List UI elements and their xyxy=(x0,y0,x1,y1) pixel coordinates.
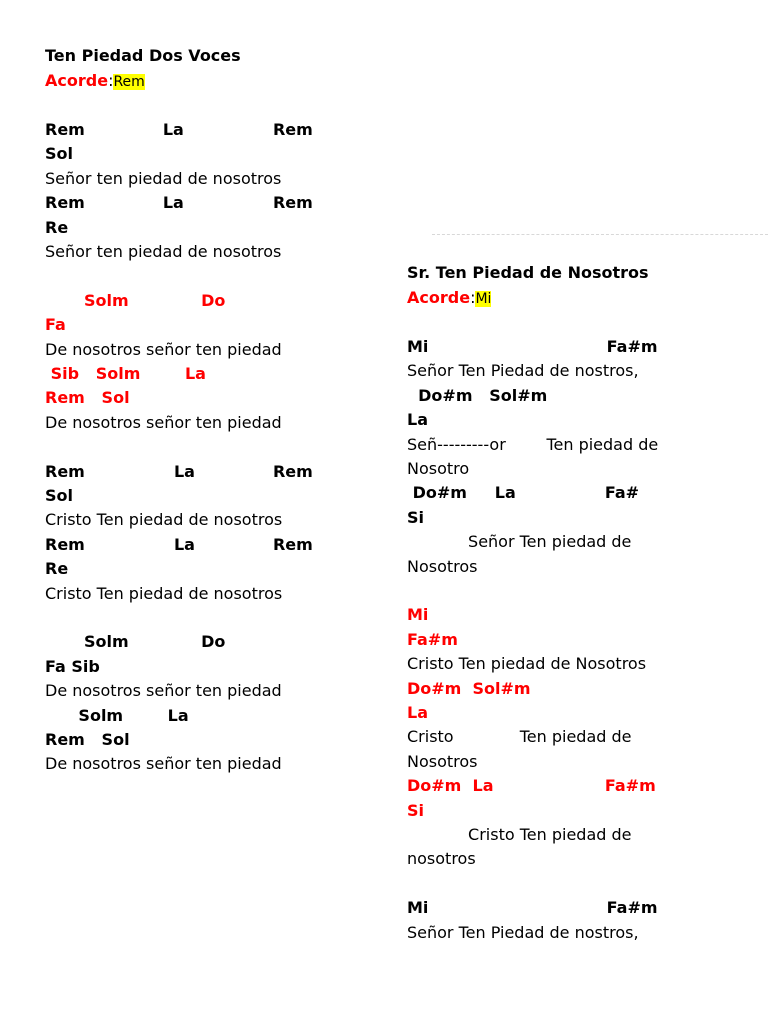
section-divider xyxy=(432,234,768,235)
left-lyric-line: De nosotros señor ten piedad xyxy=(45,754,282,774)
right-chord-line: La xyxy=(407,703,428,722)
left-lyric-line: De nosotros señor ten piedad xyxy=(45,412,282,432)
right-chord-line: Do#m La Fa#m xyxy=(407,776,656,796)
left-chord-line: Rem Sol xyxy=(45,388,130,408)
left-acorde-line xyxy=(45,69,145,93)
right-lyric-line: nosotros xyxy=(407,849,476,869)
left-song-title: Ten Piedad Dos Voces xyxy=(45,46,241,65)
right-chord-line: Do#m Sol#m xyxy=(407,678,531,698)
right-chord-line: Si xyxy=(407,800,425,820)
left-chord-line: Sol xyxy=(45,144,73,164)
left-chord-line: Sol xyxy=(45,486,73,505)
left-lyric-line: De nosotros señor ten piedad xyxy=(45,681,282,701)
right-lyric-line: Nosotros xyxy=(407,556,478,576)
right-lyric-line: Señor Ten Piedad de nostros, xyxy=(407,361,639,381)
left-chord-line: Fa Sib xyxy=(45,656,100,676)
right-chord-line: La xyxy=(407,410,428,430)
right-lyric-line: Cristo Ten piedad de xyxy=(407,727,632,747)
right-lyric-line: Señor Ten Piedad de nostros, xyxy=(407,922,639,942)
right-chord-line: Do#m La Fa# xyxy=(407,483,640,503)
right-lyric-line: Nosotros xyxy=(407,751,478,771)
left-chord-line: Solm La xyxy=(45,705,189,725)
right-chord-line: Si xyxy=(407,507,425,527)
left-lyric-line: De nosotros señor ten piedad xyxy=(45,339,282,359)
right-acorde-colon: : xyxy=(470,288,476,307)
left-lyric-line: Señor ten piedad de nosotros xyxy=(45,168,282,188)
left-acorde-colon: : xyxy=(108,71,114,90)
left-chord-line: Fa xyxy=(45,315,66,335)
left-chord-line: Solm Do xyxy=(45,632,226,652)
right-lyric-line: Cristo Ten piedad de Nosotros xyxy=(407,654,647,674)
left-lyric-line: Cristo Ten piedad de nosotros xyxy=(45,583,283,603)
right-acorde-value: Mi xyxy=(475,291,492,307)
left-lyric-line: Señor ten piedad de nosotros xyxy=(45,242,282,261)
left-acorde-value: Rem xyxy=(113,74,145,90)
right-acorde-label: Acorde xyxy=(407,288,471,307)
left-chord-line: Re xyxy=(45,559,69,579)
right-lyric-line: Señor Ten piedad de xyxy=(407,532,632,552)
left-chord-line: Sib Solm La xyxy=(45,364,206,383)
right-chord-line: Mi Fa#m xyxy=(407,337,658,356)
left-acorde-label: Acorde xyxy=(45,71,109,90)
left-lyric-line: Cristo Ten piedad de nosotros xyxy=(45,510,283,530)
left-chord-line: Solm Do xyxy=(45,290,226,310)
right-chord-line: Fa#m xyxy=(407,629,458,649)
left-chord-line: Rem La Rem xyxy=(45,193,313,213)
right-chord-line: Mi Fa#m xyxy=(407,898,658,918)
left-chord-line: Rem La Rem xyxy=(45,120,313,139)
left-chord-line: Rem La Rem xyxy=(45,534,313,554)
right-lyric-line: Cristo Ten piedad de xyxy=(407,825,632,844)
right-acorde-line xyxy=(407,286,491,310)
right-song-title: Sr. Ten Piedad de Nosotros xyxy=(407,263,649,282)
right-lyric-line: Nosotro xyxy=(407,459,470,478)
left-chord-line: Rem Sol xyxy=(45,730,130,749)
left-chord-line: Rem La Rem xyxy=(45,461,313,481)
right-lyric-line: Señ---------or Ten piedad de xyxy=(407,434,659,454)
right-chord-line: Do#m Sol#m xyxy=(407,385,548,405)
left-chord-line: Re xyxy=(45,217,69,237)
right-chord-line: Mi xyxy=(407,605,429,625)
